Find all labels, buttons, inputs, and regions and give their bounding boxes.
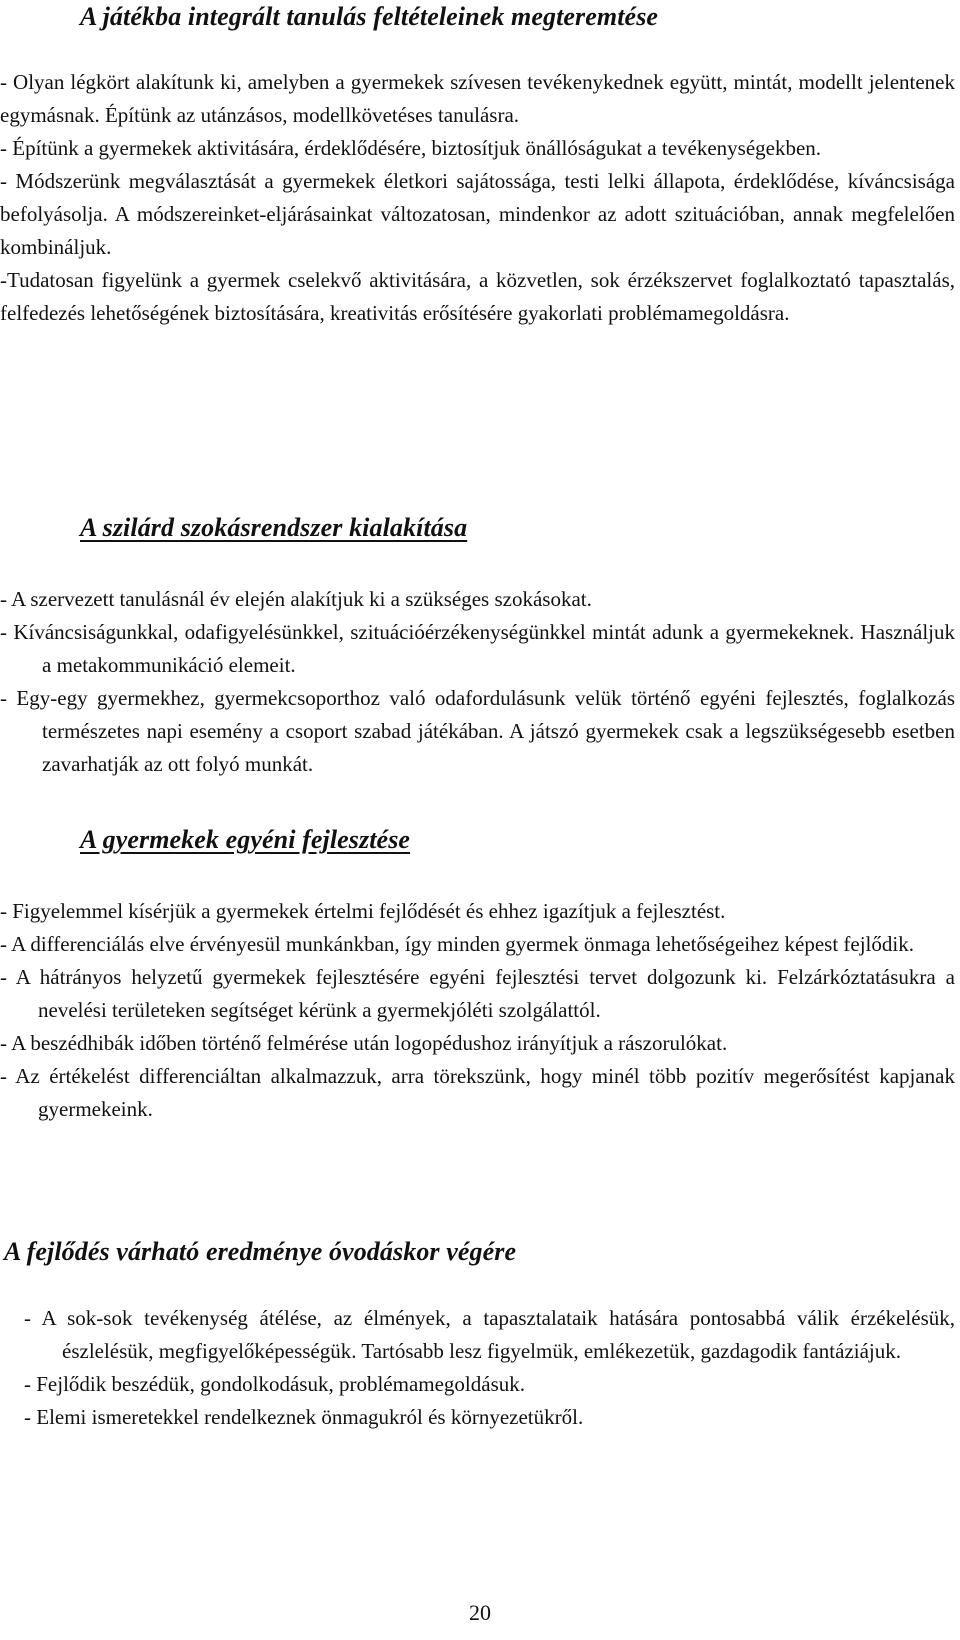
list-item: - Figyelemmel kísérjük a gyermekek értelmi fejlődését és ehhez igazítjuk a fejlesztést. [0, 899, 726, 923]
list-item: - Elemi ismeretekkel rendelkeznek önmagukról és környezetükről. [24, 1405, 584, 1429]
section-title-integrated-learning: A játékba integrált tanulás feltételeinek megteremtése [80, 2, 659, 31]
list-item: - Kíváncsiságunkkal, odafigyelésünkkel, szituációérzékenységünkkel mintát adunk a gyermekeknek. Használjuk a metakommunikáció elemeit. [0, 620, 955, 677]
list-item: -Tudatosan figyelünk a gyermek cselekvő aktivitására, a közvetlen, sok érzékszervet foglalkoztató tapasztalás, felfedezés lehetőségének biztosítására, kreativitás erősítésére gyakorlati problémamegoldásra. [0, 268, 955, 325]
list-item: - Az értékelést differenciáltan alkalmazzuk, arra törekszünk, hogy minél több pozitív megerősítést kapjanak gyermekeink. [0, 1064, 955, 1121]
list-item: - Olyan légkört alakítunk ki, amelyben a gyermekek szívesen tevékenykednek együtt, mintát, modellt jelentenek egymásnak. Építünk az utánzásos, modellkövetéses tanulásra. [0, 70, 955, 127]
section-body-habit-system [0, 583, 955, 781]
list-item: - A sok-sok tevékenység átélése, az élmények, a tapasztalataik hatására pontosabbá válik érzékelésük, észlelésük, megfigyelőképességük. Tartósabb lesz figyelmük, emlékezetük, gazdagodik fantáziájuk. [24, 1306, 955, 1363]
section-body-individual-development [0, 895, 955, 1126]
list-item: - Építünk a gyermekek aktivitására, érdeklődésére, biztosítjuk önállóságukat a tevékenységekben. [0, 136, 822, 160]
section-title-habit-system: A szilárd szokásrendszer kialakítása [80, 513, 468, 542]
list-item: - A szervezett tanulásnál év elején alakítjuk ki a szükséges szokásokat. [0, 587, 592, 611]
section-body-expected-results [0, 1302, 955, 1434]
list-item: - A beszédhibák időben történő felmérése után logopédushoz irányítjuk a rászorulókat. [0, 1031, 728, 1055]
list-item: - A differenciálás elve érvényesül munkánkban, így minden gyermek önmaga lehetőségeihez képest fejlődik. [0, 932, 914, 956]
section-body-integrated-learning [0, 66, 955, 330]
list-item: - Fejlődik beszédük, gondolkodásuk, problémamegoldásuk. [24, 1372, 525, 1396]
list-item: - A hátrányos helyzetű gyermekek fejlesztésére egyéni fejlesztési tervet dolgozunk ki. Felzárkóztatásukra a nevelési területeken segítséget kérünk a gyermekjóléti szolgálattól. [0, 965, 955, 1022]
page-number: 20 [469, 1600, 491, 1625]
list-item: - Egy-egy gyermekhez, gyermekcsoporthoz való odafordulásunk velük történő egyéni fejlesztés, foglalkozás természetes napi esemény a csoport szabad játékában. A játszó gyermekek csak a legszükségesebb esetben zavarhatják az ott folyó munkát. [0, 686, 955, 776]
list-item: - Módszerünk megválasztását a gyermekek életkori sajátossága, testi lelki állapota, érdeklődése, kíváncsisága befolyásolja. A módszereinket-eljárásainkat változatosan, mindenkor az adott szituációban, annak megfelelően kombináljuk. [0, 169, 955, 259]
section-title-individual-development: A gyermekek egyéni fejlesztése [80, 825, 411, 854]
section-title-expected-results: A fejlődés várható eredménye óvodáskor végére [4, 1237, 517, 1266]
